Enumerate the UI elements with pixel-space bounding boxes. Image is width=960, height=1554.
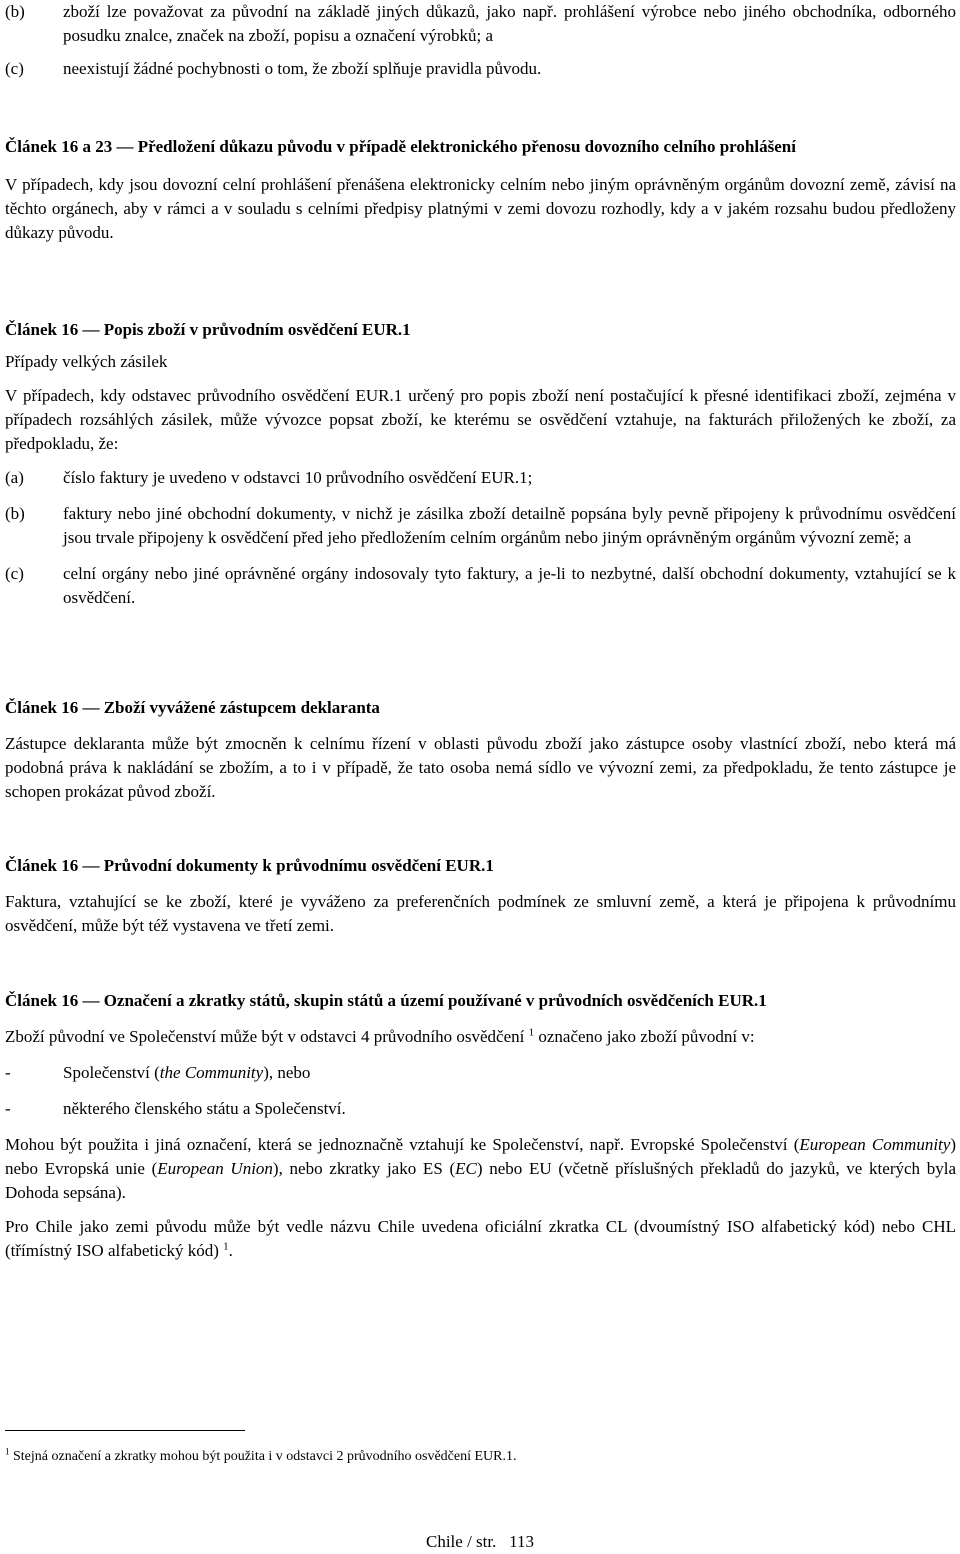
text-run: ), nebo zkratky jako ES (	[272, 1159, 456, 1178]
text-run: .	[228, 1241, 233, 1260]
item-text: zboží lze považovat za původní na základě jiných důkazů, jako např. prohlášení výrobce nebo jiného obchodníka, odborného posudku znalce, značek na zboží, popisu a označení výrobků; a	[63, 2, 956, 45]
section-paragraph	[5, 1215, 956, 1263]
section-heading: Článek 16 — Zboží vyvážené zástupcem deklaranta	[5, 698, 380, 717]
list-item-b	[5, 0, 956, 48]
item-text: faktury nebo jiné obchodní dokumenty, v nichž je zásilka zboží detailně popsána byly pevně připojeny k průvodnímu osvědčení jsou trvale připojeny k osvědčení před jeho předložením celním orgánům nebo jiným oprávněným orgánům vývozní země; a	[63, 504, 956, 547]
intro-text: Zboží původní ve Společenství může být v odstavci 4 průvodního osvědčení	[5, 1027, 525, 1046]
section-declarant-representative	[5, 696, 956, 804]
text-run: ) nebo Evropská unie (	[5, 1135, 956, 1178]
italic-term: the Community	[159, 1063, 264, 1082]
section-subheading: Případy velkých zásilek	[5, 352, 168, 371]
section-body: Faktura, vztahující se ke zboží, které je vyváženo za preferenčních podmínek ze smluvní země, a která je připojena k průvodnímu osvědčení, může být též vystavena ve třetí zemi.	[5, 892, 956, 935]
dash-marker: -	[5, 1099, 11, 1118]
section-heading: Článek 16 a 23 — Předložení důkazu původu v případě elektronického přenosu dovozního celního prohlášení	[5, 137, 796, 156]
list-item-b	[5, 502, 956, 550]
item-label: (b)	[5, 2, 25, 21]
top-list	[5, 0, 956, 81]
item-text: některého členského státu a Společenství.	[63, 1099, 346, 1118]
section-heading: Článek 16 — Popis zboží v průvodním osvědčení EUR.1	[5, 320, 411, 339]
item-text: neexistují žádné pochybnosti o tom, že zboží splňuje pravidla původu.	[63, 59, 542, 78]
section-state-abbreviations	[5, 989, 956, 1263]
footnote-mark: 1	[5, 1446, 10, 1457]
text-run: ), nebo	[263, 1063, 311, 1082]
section-intro	[5, 1025, 956, 1049]
section-accompanying-documents	[5, 854, 956, 938]
section-electronic-transfer	[5, 135, 956, 245]
text-run: ) nebo EU (včetně příslušných překladů do jazyků, ve kterých byla Dohoda sepsána).	[5, 1159, 956, 1202]
text-run: Společenství (	[63, 1063, 160, 1082]
page-footer-label: Chile / str.	[426, 1532, 497, 1551]
section-heading: Článek 16 — Označení a zkratky států, skupin států a území používané v průvodních osvědčeních EUR.1	[5, 991, 767, 1010]
footnote-text: Stejná označení a zkratky mohou být použita i v odstavci 2 průvodního osvědčení EUR.1.	[13, 1449, 517, 1464]
section-paragraph	[5, 1133, 956, 1205]
italic-term: European Union	[157, 1159, 273, 1178]
list-item-c	[5, 562, 956, 610]
italic-term: EC	[455, 1159, 477, 1178]
intro-text-end: označeno jako zboží původní v:	[534, 1027, 755, 1046]
list-item-a	[5, 466, 956, 490]
item-label: (a)	[5, 468, 24, 487]
section-body: V případech, kdy jsou dovozní celní prohlášení přenášena elektronicky celním nebo jiným oprávněným orgánům dovozní země, závisí na těchto orgánech, aby v rámci a v souladu s celními předpisy platnými v zemi dovozu rozhodly, kdy a v jakém rozsahu budou předloženy důkazy původu.	[5, 175, 956, 242]
footnote-reference: 1	[223, 1240, 229, 1253]
footnote-reference: 1	[528, 1026, 535, 1039]
section-heading: Článek 16 — Průvodní dokumenty k průvodnímu osvědčení EUR.1	[5, 856, 494, 875]
item-label: (c)	[5, 564, 24, 583]
item-text: číslo faktury je uvedeno v odstavci 10 průvodního osvědčení EUR.1;	[63, 468, 533, 487]
list-item-c	[5, 57, 956, 81]
item-text: celní orgány nebo jiné oprávněné orgány indosovaly tyto faktury, a je-li to nezbytné, další obchodní dokumenty, vztahující se k osvědčení.	[63, 564, 956, 607]
text-run: Pro Chile jako zemi původu může být vedle názvu Chile uvedena oficiální zkratka CL (dvoumístný ISO alfabetický kód) nebo CHL (třímístný ISO alfabetický kód)	[5, 1217, 956, 1260]
item-text	[63, 1061, 956, 1085]
dash-item-community	[5, 1061, 956, 1085]
footnote	[5, 1447, 517, 1467]
dash-item-member-state	[5, 1097, 956, 1121]
item-label: (c)	[5, 59, 24, 78]
dash-marker: -	[5, 1063, 11, 1082]
section-body: Zástupce deklaranta může být zmocněn k celnímu řízení v oblasti původu zboží jako zástupce osoby vlastnící zboží, nebo která má podobná práva k nakládání se zbožím, a to i v případě, že tato osoba nemá sídlo ve vývozní zemi, za předpokladu, že tento zástupce je schopen prokázat původ zboží.	[5, 734, 956, 801]
item-label: (b)	[5, 504, 25, 523]
page-number: 113	[509, 1532, 534, 1551]
footnote-divider	[5, 1430, 245, 1431]
text-run: Mohou být použita i jiná označení, která se jednoznačně vztahují ke Společenství, např. Evropské Společenství (	[5, 1135, 800, 1154]
section-goods-description	[5, 318, 956, 610]
italic-term: European Community	[799, 1135, 951, 1154]
section-body: V případech, kdy odstavec průvodního osvědčení EUR.1 určený pro popis zboží není postačující k přesné identifikaci zboží, zejména v případech rozsáhlých zásilek, může vývozce popsat zboží, ke kterému se osvědčení vztahuje, na fakturách přiložených ke zboží, za předpokladu, že:	[5, 386, 956, 453]
page-footer	[0, 1530, 960, 1554]
